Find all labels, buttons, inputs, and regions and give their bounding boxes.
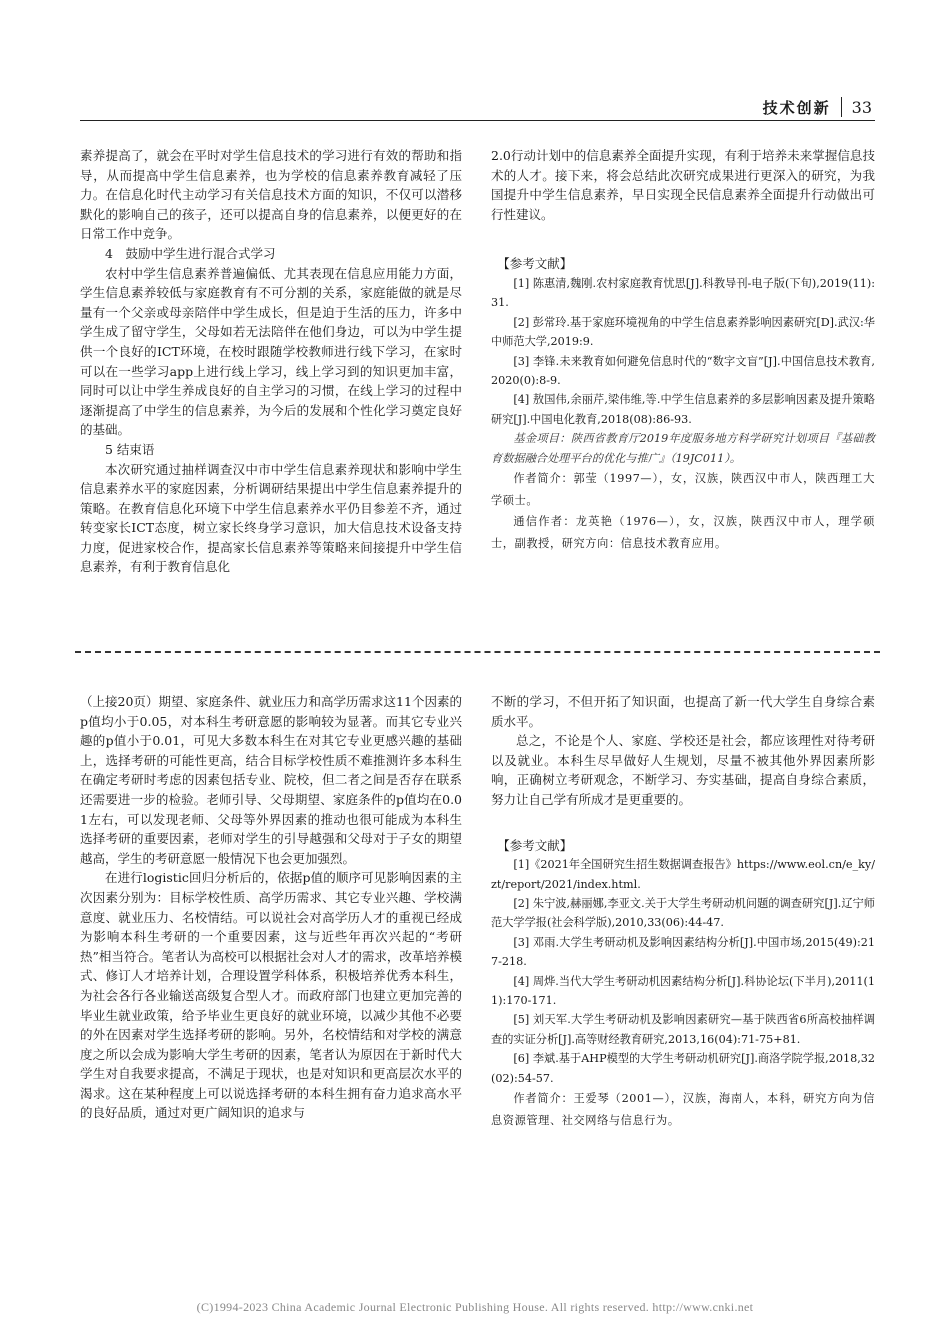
section-heading: 5 结束语	[105, 441, 155, 457]
references-heading: 【参考文献】	[497, 837, 573, 853]
references-heading: 【参考文献】	[497, 256, 573, 272]
section-heading: 4 鼓励中学生进行混合式学习	[105, 245, 276, 261]
paragraph: 总之，不论是个人、家庭、学校还是社会，都应该理性对待考研以及就业。本科生尽早做好人生规划，尽量不被其他外界因素所影响，正确树立考研观念，不断学习、夯实基础，提高自身综合素质，努力让自己学有所成才是更重要的。	[491, 733, 875, 807]
reference-item: [4] 周烨.当代大学生考研动机因素结构分析[J].科协论坛(下半月),2011(11):170-171.	[491, 974, 875, 1007]
reference-item: [2] 朱宁波,赫丽娜,李亚文.关于大学生考研动机问题的调查研究[J].辽宁师范大学学报(社会科学版),2010,33(06):44-47.	[491, 896, 875, 930]
reference-item: [6] 李斌.基于AHP模型的大学生考研动机研究[J].商洛学院学报,2018,32(02):54-57.	[491, 1052, 875, 1085]
fund-note: 基金项目：陕西省教育厅2019年度服务地方科学研究计划项目『基础教育数据融合处理平台的优化与推广』（19JC011）。	[491, 432, 875, 465]
article-separator	[75, 651, 880, 653]
paragraph: （上接20页）期望、家庭条件、就业压力和高学历需求这11个因素的p值均小于0.05，对本科生考研意愿的影响较为显著。而其它专业兴趣的p值小于0.01，可见大多数本科生在对其它专业更感兴趣的基础上，选择考研的可能性更高，结合目标学校性质不难推测许多本科生在确定考研时考虑的因素包括专业、院校，但二者之间是否存在联系还需要进一步的检验。老师引导、父母期望、家庭条件的p值均在0.01左右，可以发现老师、父母等外界因素的推动也很可能成为本科生选择考研的重要因素，老师对学生的引导越强和父母对于子女的期望越高，学生的考研意愿一般情况下也会更加强烈。	[80, 694, 462, 866]
paragraph: 素养提高了，就会在平时对学生信息技术的学习进行有效的帮助和指导，从而提高中学生信息素养，也为学校的信息素养教育减轻了压力。在信息化时代主动学习有关信息技术方面的知识，不仅可以潜移默化的影响自己的孩子，还可以提高自身的信息素养，以便更好的在日常工作中竞争。	[80, 148, 462, 242]
reference-item: [3] 邓雨.大学生考研动机及影响因素结构分析[J].中国市场,2015(49):217-218.	[491, 935, 875, 969]
copyright-footer: (C)1994-2023 China Academic Journal Electronic Publishing House. All rights reserved. http://www.cnki.net	[196, 1300, 754, 1314]
bottom-left-column	[80, 692, 462, 1123]
author-bio: 作者简介：郭莹（1997—），女，汉族，陕西汉中市人，陕西理工大学硕士。	[491, 472, 875, 507]
corresponding-author: 通信作者：龙英艳（1976—），女，汉族，陕西汉中市人，理学硕士，副教授，研究方向：信息技术教育应用。	[491, 515, 875, 550]
paragraph: 不断的学习，不但开拓了知识面，也提高了新一代大学生自身综合素质水平。	[491, 694, 875, 729]
reference-item: [2] 彭常玲.基于家庭环境视角的中学生信息素养影响因素研究[D].武汉:华中师范大学,2019:9.	[491, 315, 875, 349]
paragraph: 农村中学生信息素养普遍偏低、尤其表现在信息应用能力方面，学生信息素养较低与家庭教育有不可分割的关系，家庭能做的就是尽量有一个父亲或母亲陪伴中学生成长，但是迫于生活的压力，许多中学生成了留守学生，父母如若无法陪伴在他们身边，可以为中学生提供一个良好的ICT环境，在校时跟随学校教师进行线下学习，在家时可以在一些学习app上进行线上学习，线上学习到的知识更加丰富，同时可以让中学生养成良好的自主学习的习惯，在线上学习的过程中逐渐提高了中学生的信息素养，为今后的发展和个性化学习奠定良好的基础。	[80, 265, 462, 438]
top-right-column	[491, 146, 875, 554]
paragraph: 在进行logistic回归分析后的，依据p值的顺序可见影响因素的主次因素分别为：目标学校性质、高学历需求、其它专业兴趣、学校满意度、就业压力、名校情结。可以说社会对高学历人才的重视已经成为影响本科生考研的一个重要因素，这与近些年再次兴起的“考研热”相当符合。笔者认为高校可以根据社会对人才的需求，改革培养模式、修订人才培养计划，合理设置学科体系，积极培养优秀本科生，为社会各行各业输送高级复合型人才。而政府部门也建立更加完善的毕业生就业政策，给予毕业生更良好的就业环境，以减少其他不必要的外在因素对学生选择考研的影响。另外，名校情结和对学校的满意度之所以会成为影响大学生考研的因素，笔者认为原因在于新时代大学生对自我要求提高，不满足于现状，也是对知识和更高层次水平的渴求。这在某种程度上可以说选择考研的本科生拥有奋力追求高水平的良好品质，通过对更广阔知识的追求与	[80, 870, 462, 1121]
header-rule	[80, 120, 875, 121]
bottom-right-column	[491, 692, 875, 1131]
reference-item: [4] 敖国伟,余丽芹,梁伟维,等.中学生信息素养的多层影响因素及提升策略研究[J].中国电化教育,2018(08):86-93.	[491, 393, 875, 426]
header-divider	[841, 97, 842, 117]
reference-item: [3] 李锋.未来教育如何避免信息时代的“数字文盲”[J].中国信息技术教育,2020(0):8-9.	[491, 354, 875, 387]
paragraph: 2.0行动计划中的信息素养全面提升实现，有利于培养未来掌握信息技术的人才。接下来，将会总结此次研究成果进行更深入的研究，为我国提升中学生信息素养，早日实现全民信息素养全面提升行动做出可行性建议。	[491, 148, 875, 222]
author-bio: 作者简介：王爱琴（2001—），汉族，海南人，本科，研究方向为信息资源管理、社交网络与信息行为。	[491, 1092, 875, 1127]
top-left-column	[80, 146, 462, 577]
reference-item: [1]《2021年全国研究生招生数据调查报告》https://www.eol.cn/e_ky/zt/report/2021/index.html.	[491, 858, 875, 891]
section-title: 技术创新	[762, 98, 831, 117]
paragraph: 本次研究通过抽样调查汉中市中学生信息素养现状和影响中学生信息素养水平的家庭因素，分析调研结果提出中学生信息素养提升的策略。在教育信息化环境下中学生信息素养水平仍目参差不齐，通过转变家长ICT态度，树立家长终身学习意识，加大信息技术设备支持力度，促进家校合作，提高家长信息素养等策略来间接提升中学生信息素养，有利于教育信息化	[80, 461, 462, 575]
running-header	[763, 96, 872, 118]
page-number: 33	[851, 97, 872, 117]
reference-item: [1] 陈惠清,魏刚.农村家庭教育忧思[J].科教导刊-电子版(下旬),2019(11):31.	[491, 276, 875, 310]
reference-item: [5] 刘天军.大学生考研动机及影响因素研究—基于陕西省6所高校抽样调查的实证分析[J].高等财经教育研究,2013,16(04):71-75+81.	[491, 1013, 875, 1046]
